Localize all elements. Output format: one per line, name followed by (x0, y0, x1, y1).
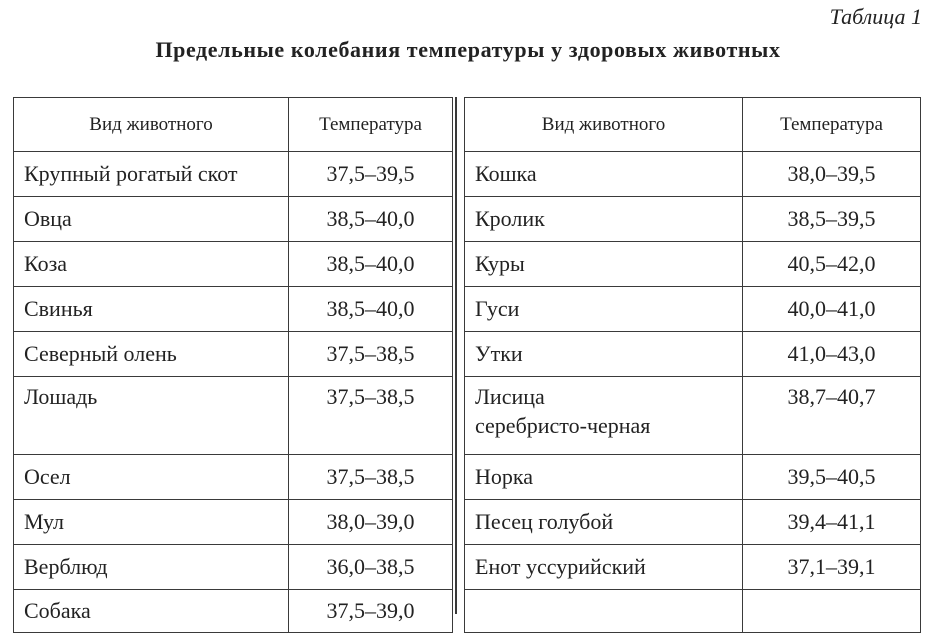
animal-cell: Кролик (465, 197, 743, 242)
temperature-cell: 38,7–40,7 (743, 377, 921, 455)
table-row (465, 152, 921, 197)
animal-cell: Мул (14, 500, 289, 545)
table-row (465, 242, 921, 287)
table-number-label: Таблица 1 (829, 4, 922, 29)
animal-cell: Утки (465, 332, 743, 377)
temperature-cell: 37,1–39,1 (743, 545, 921, 590)
animal-cell: Норка (465, 455, 743, 500)
header-animal: Вид животного (465, 98, 743, 152)
header-animal: Вид животного (14, 98, 289, 152)
temperature-cell: 40,5–42,0 (743, 242, 921, 287)
table-row (14, 500, 453, 545)
animal-cell: Крупный рогатый скот (14, 152, 289, 197)
temperature-cell: 38,5–40,0 (289, 287, 453, 332)
animal-cell: Куры (465, 242, 743, 287)
temperature-cell: 39,5–40,5 (743, 455, 921, 500)
animal-cell: Северный олень (14, 332, 289, 377)
temperature-cell: 36,0–38,5 (289, 545, 453, 590)
animal-cell: Свинья (14, 287, 289, 332)
table-row (465, 590, 921, 633)
table-row (465, 377, 921, 455)
table-header-row (465, 98, 921, 152)
animal-name-line-1: Лисица (475, 384, 545, 409)
temperature-cell: 40,0–41,0 (743, 287, 921, 332)
temperature-cell: 38,5–40,0 (289, 242, 453, 287)
temperature-cell: 38,0–39,5 (743, 152, 921, 197)
table-row (465, 545, 921, 590)
temperature-cell (743, 590, 921, 633)
temperature-cell: 37,5–39,5 (289, 152, 453, 197)
table-row (465, 287, 921, 332)
animal-cell (465, 590, 743, 633)
table-row (14, 242, 453, 287)
temperature-table-left (13, 97, 453, 633)
temperature-cell: 37,5–38,5 (289, 332, 453, 377)
table-row (465, 197, 921, 242)
table-row (465, 455, 921, 500)
animal-cell: Верблюд (14, 545, 289, 590)
header-temperature: Температура (289, 98, 453, 152)
table-row (14, 377, 453, 455)
temperature-cell: 41,0–43,0 (743, 332, 921, 377)
header-temperature: Температура (743, 98, 921, 152)
temperature-table-right (464, 97, 921, 633)
table-divider-line (455, 97, 457, 614)
animal-cell: Кошка (465, 152, 743, 197)
temperature-cell: 37,5–38,5 (289, 377, 453, 455)
table-row (14, 545, 453, 590)
animal-cell (465, 377, 743, 455)
table-row (14, 590, 453, 633)
animal-cell: Лошадь (14, 377, 289, 455)
animal-cell: Енот уссурийский (465, 545, 743, 590)
temperature-cell: 39,4–41,1 (743, 500, 921, 545)
animal-cell: Гуси (465, 287, 743, 332)
temperature-cell: 38,0–39,0 (289, 500, 453, 545)
table-row (465, 332, 921, 377)
animal-name-line-2: серебристо-черная (475, 413, 651, 438)
animal-cell: Овца (14, 197, 289, 242)
animal-cell: Песец голубой (465, 500, 743, 545)
table-row (14, 455, 453, 500)
table-header-row (14, 98, 453, 152)
animal-cell: Коза (14, 242, 289, 287)
table-row (14, 152, 453, 197)
temperature-cell: 38,5–39,5 (743, 197, 921, 242)
temperature-cell: 37,5–38,5 (289, 455, 453, 500)
table-row (465, 500, 921, 545)
table-row (14, 197, 453, 242)
document-title: Предельные колебания температуры у здоровых животных (155, 37, 781, 62)
table-row (14, 287, 453, 332)
temperature-cell: 38,5–40,0 (289, 197, 453, 242)
animal-cell: Осел (14, 455, 289, 500)
table-row (14, 332, 453, 377)
animal-cell: Собака (14, 590, 289, 633)
temperature-cell: 37,5–39,0 (289, 590, 453, 633)
